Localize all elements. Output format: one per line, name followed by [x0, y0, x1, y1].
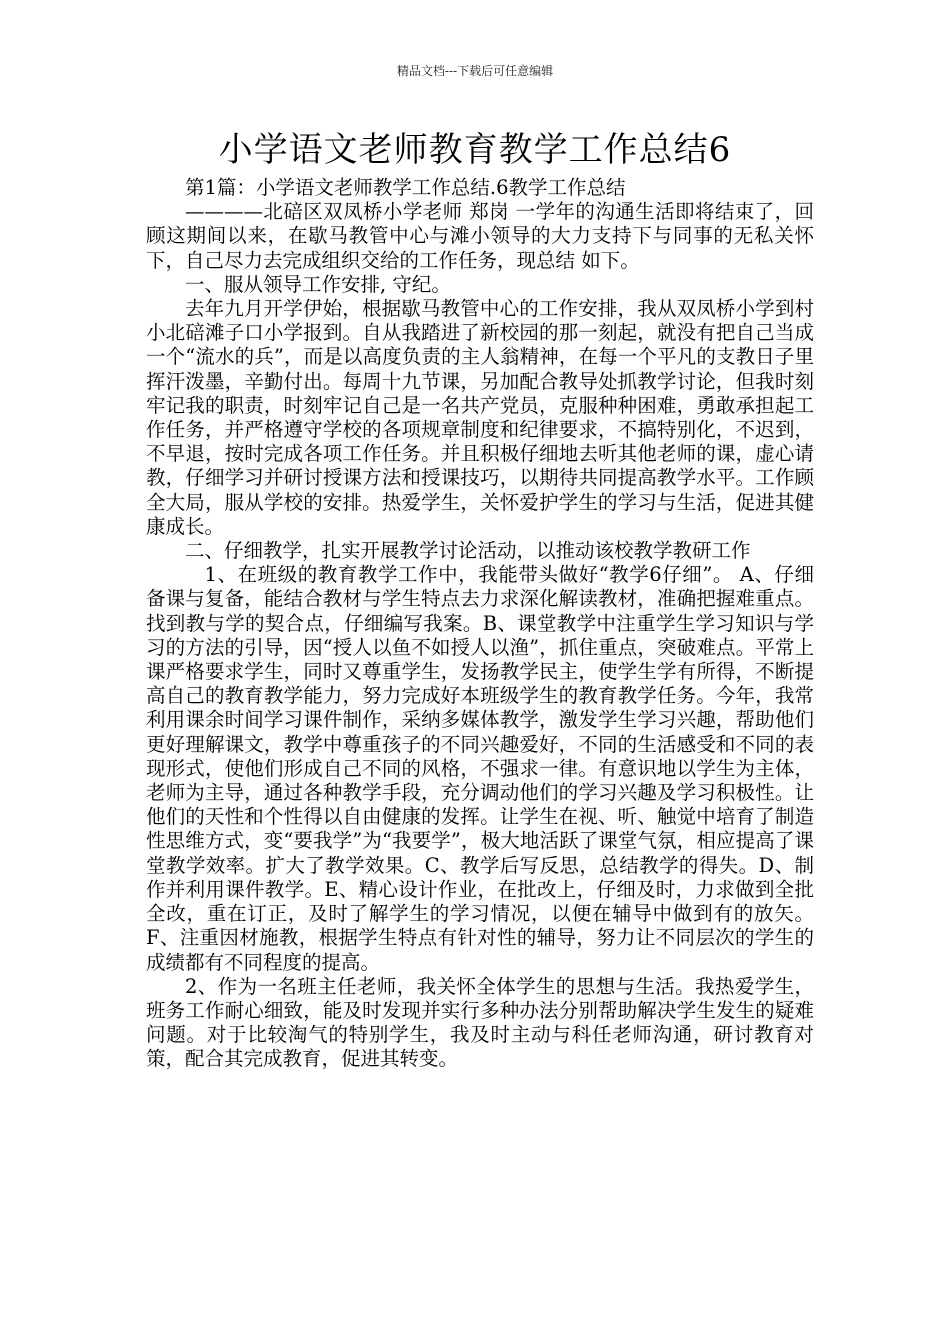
section-heading: 一、服从领导工作安排, 守纪。 [185, 272, 451, 296]
paragraph: 1、在班级的教育教学工作中，我能带头做好“教学6仔细”。 A、仔细备课与复备，能结合教材与学生特点去力求深化解读教材，准确把握难重点。找到教与学的契合点，仔细编写我案。B、课堂教学中注重学生学习知识与学习的方法的引导，因“授人以鱼不如授人以渔”，抓住重点，突破难点。平常上课严格要求学生，同时又尊重学生，发扬教学民主，使学生学有所得，不断提高自己的教育教学能力，努力完成好本班级学生的教育教学任务。今年，我常利用课余时间学习课件制作，采纳多媒体教学，激发学生学习兴趣，帮助他们更好理解课文，教学中尊重孩子的不同兴趣爱好，不同的生活感受和不同的表现形式，使他们形成自己不同的风格，不强求一律。有意识地以学生为主体，老师为主导，通过各种教学手段，充分调动他们的学习兴趣及学习积极性。让他们的天性和个性得以自由健康的发挥。让学生在视、听、触觉中培育了制造性思维方式，变“要我学”为“我要学”，极大地活跃了课堂气氛，相应提高了课堂教学效率。扩大了教学效果。C、教学后写反思，总结教学的得失。D、制作并利用课件教学。E、精心设计作业，在批改上，仔细及时，力求做到全批全改，重在订正，及时了解学生的学习情况，以便在辅导中做到有的放矢。F、注重因材施教，根据学生特点有针对性的辅导，努力让不同层次的学生的成绩都有不同程度的提高。 [146, 563, 814, 974]
paragraph: ————北碚区双凤桥小学老师 郑岗 一学年的沟通生活即将结束了，回顾这期间以来，在歇马教管中心与滩小领导的大力支持下与同事的无私关怀下，自己尽力去完成组织交给的工作任务，现总结 如下。 [146, 200, 814, 272]
paragraph: 2、作为一名班主任老师，我关怀全体学生的思想与生活。我热爱学生，班务工作耐心细致，能及时发现并实行多种办法分别帮助解决学生发生的疑难问题。对于比较淘气的特别学生，我及时主动与科任老师沟通，研讨教育对策，配合其完成教育，促进其转变。 [146, 974, 814, 1071]
page-header: 精品文档---下载后可任意编辑 [396, 64, 554, 78]
document-title: 小学语文老师教育教学工作总结6 [218, 130, 732, 170]
paragraph: 去年九月开学伊始，根据歇马教管中心的工作安排，我从双凤桥小学到村小北碚滩子口小学报到。自从我踏进了新校园的那一刻起，就没有把自己当成一个“流水的兵”，而是以高度负责的主人翁精神，在每一个平凡的支教日子里挥汗泼墨，辛勤付出。每周十九节课，另加配合教导处抓教学讨论，但我时刻牢记我的职责，时刻牢记自己是一名共产党员，克服种种困难，勇敢承担起工作任务，并严格遵守学校的各项规章制度和纪律要求，不搞特别化，不迟到，不早退，按时完成各项工作任务。并且积极仔细地去听其他老师的课，虚心请教，仔细学习并研讨授课方法和授课技巧，以期待共同提高教学水平。工作顾全大局，服从学校的安排。热爱学生，关怀爱护学生的学习与生活，促进其健康成长。 [146, 297, 814, 538]
section-heading: 第1篇：小学语文老师教学工作总结.6教学工作总结 [185, 176, 626, 199]
document-body [146, 176, 814, 1072]
section-heading: 二、仔细教学，扎实开展教学讨论活动，以推动该校教学教研工作 [185, 539, 751, 563]
